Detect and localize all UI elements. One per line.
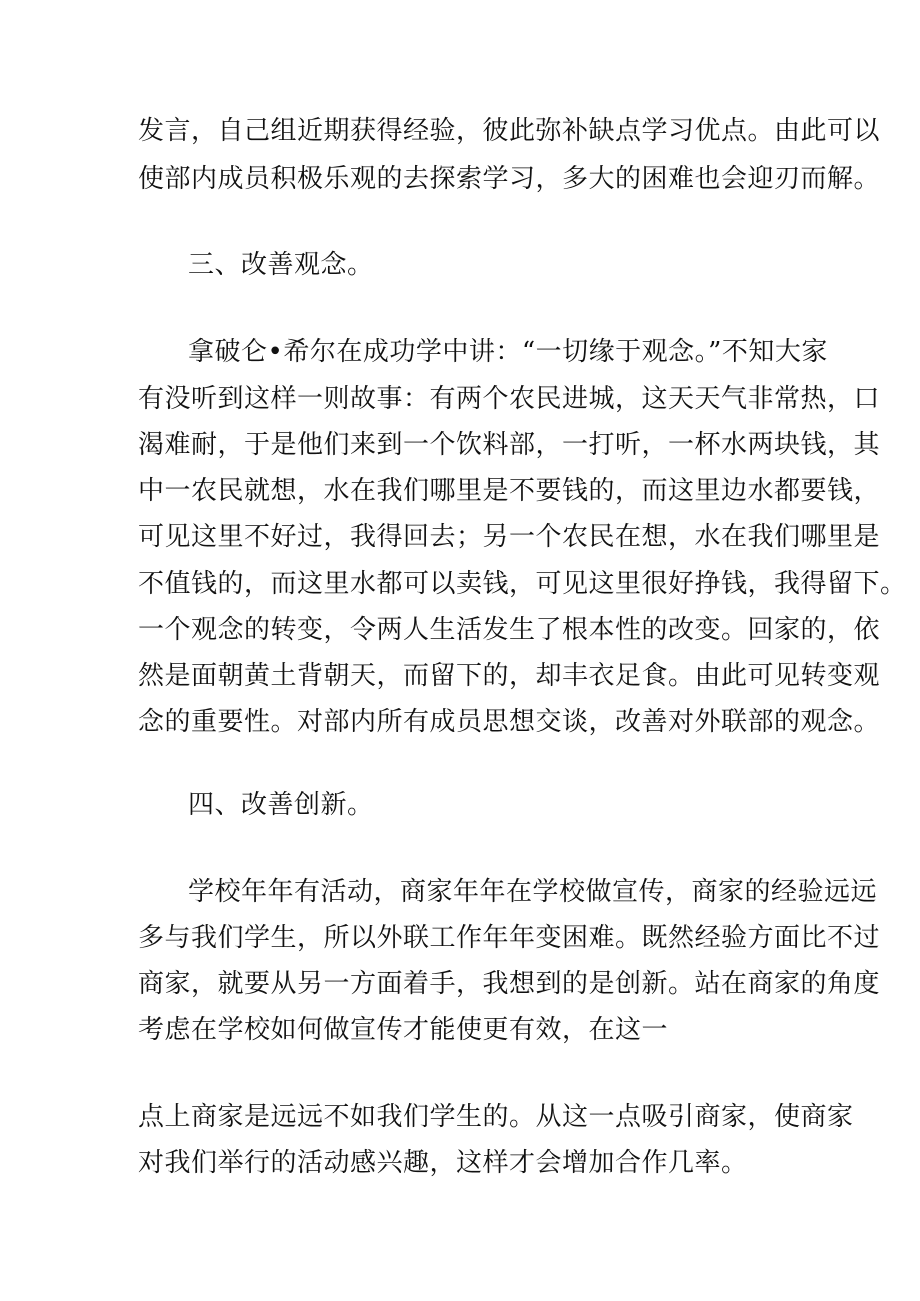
- paragraph-line: 对我们举行的活动感兴趣，这样才会增加合作几率。: [138, 1148, 748, 1178]
- paragraph-line: 学校年年有活动，商家年年在学校做宣传，商家的经验远远: [188, 877, 878, 907]
- paragraph-line: 商家，就要从另一方面着手，我想到的是创新。站在商家的角度: [138, 969, 881, 999]
- paragraph-line: 可见这里不好过，我得回去；另一个农民在想，水在我们哪里是: [138, 522, 881, 552]
- paragraph-line: 多与我们学生，所以外联工作年年变困难。既然经验方面比不过: [138, 923, 881, 953]
- paragraph-line: 不值钱的，而这里水都可以卖钱，可见这里很好挣钱，我得留下。: [138, 569, 907, 599]
- paragraph-line: 考虑在学校如何做宣传才能使更有效，在这一: [138, 1015, 669, 1045]
- section-heading-4: 四、改善创新。: [188, 790, 374, 820]
- paragraph-line: 发言，自己组近期获得经验，彼此弥补缺点学习优点。由此可以: [138, 116, 881, 146]
- paragraph-line: 有没听到这样一则故事：有两个农民进城，这天天气非常热，口: [138, 384, 881, 414]
- paragraph-line: 点上商家是远远不如我们学生的。从这一点吸引商家，使商家: [138, 1102, 854, 1132]
- paragraph-line: 中一农民就想，水在我们哪里是不要钱的，而这里边水都要钱，: [138, 476, 881, 506]
- paragraph-line: 使部内成员积极乐观的去探索学习，多大的困难也会迎刃而解。: [138, 164, 881, 194]
- section-heading-3: 三、改善观念。: [188, 250, 374, 280]
- paragraph-line: 然是面朝黄土背朝天，而留下的，却丰衣足食。由此可见转变观: [138, 661, 881, 691]
- paragraph-line: 一个观念的转变，令两人生活发生了根本性的改变。回家的，依: [138, 615, 881, 645]
- paragraph-line: 渴难耐，于是他们来到一个饮料部，一打听，一杯水两块钱，其: [138, 430, 881, 460]
- paragraph-line: 拿破仑•希尔在成功学中讲：“一切缘于观念。”不知大家: [188, 337, 828, 367]
- paragraph-line: 念的重要性。对部内所有成员思想交谈，改善对外联部的观念。: [138, 707, 881, 737]
